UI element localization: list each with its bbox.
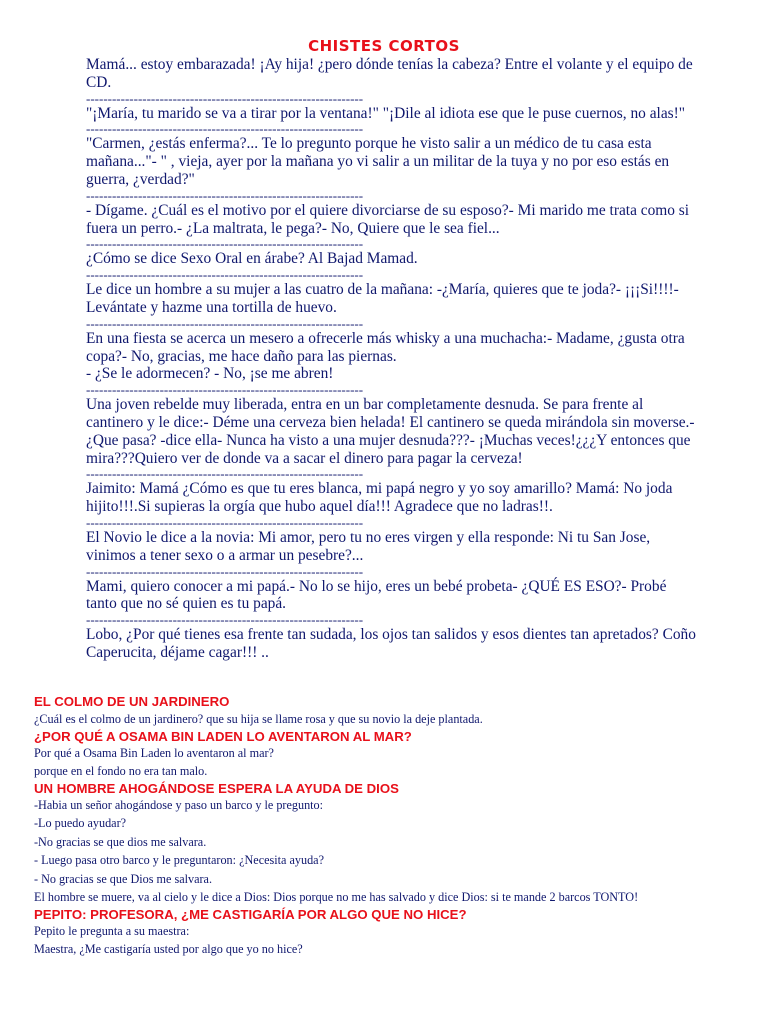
joke-line: Maestra, ¿Me castigaría usted por algo que yo no hice?: [34, 942, 303, 956]
joke-text: Lobo, ¿Por qué tienes esa frente tan sudada, los ojos tan salidos y esos dientes tan apretados? Coño Caperucita, déjame cagar!!! ..: [86, 626, 696, 661]
short-jokes-section: [34, 694, 754, 959]
joke-line: Por qué a Osama Bin Laden lo aventaron al mar?: [34, 745, 274, 760]
joke-line: porque en el fondo no era tan malo.: [34, 764, 208, 778]
joke-text: El Novio le dice a la novia: Mi amor, pero tu no eres virgen y ella responde: Ni tu San Jose, vinimos a tener sexo o a armar un pesebre?...: [86, 528, 651, 564]
joke-line: - No gracias se que Dios me salvara.: [34, 871, 213, 886]
joke-text: - Dígame. ¿Cuál es el motivo por el quiere divorciarse de su esposo?- Mi marido me trata como si fuera un perro.- ¿La maltrata, le pega?- No, Quiere que le sea fiel...: [86, 201, 690, 237]
joke-text: "¡María, tu marido se va a tirar por la ventana!" "¡Dile al idiota ese que le puse cuernos, no alas!": [86, 104, 686, 122]
joke-text: "Carmen, ¿estás enferma?... Te lo pregunto porque he visto salir a un médico de tu casa esta mañana..."- " , vieja, ayer por la mañana yo vi salir a un militar de la tuya y no por eso estás en guerra, ¿verdad?": [86, 135, 670, 188]
separator: ----------------------------------------------------------------: [86, 383, 364, 397]
section-heading: EL COLMO DE UN JARDINERO: [34, 694, 230, 709]
section-heading: UN HOMBRE AHOGÁNDOSE ESPERA LA AYUDA DE DIOS: [34, 780, 399, 796]
page-title: CHISTES CORTOS: [308, 37, 460, 55]
joke-text: Una joven rebelde muy liberada, entra en un bar completamente desnuda. Se para frente al cantinero y le dice:- Déme una cerveza bien helada! El cantinero se queda mirándola sin moverse.- ¿Que pasa? -dice ella- Nunca ha visto a una mujer desnuda???- ¡Muchas veces!¿¿¿Y entonces que mira???Quiero ver de donde va a sacar el dinero para pagar la cerveza!: [86, 396, 695, 467]
separator: ----------------------------------------------------------------: [86, 467, 364, 481]
joke-line: -No gracias se que dios me salvara.: [34, 834, 207, 849]
joke-line: -Habia un señor ahogándose y paso un barco y le pregunto:: [34, 797, 324, 812]
separator: ----------------------------------------------------------------: [86, 316, 364, 330]
separator: ----------------------------------------------------------------: [86, 91, 364, 105]
joke-text: ¿Cómo se dice Sexo Oral en árabe? Al Bajad Mamad.: [86, 250, 418, 268]
joke-line: Pepito le pregunta a su maestra:: [34, 923, 190, 938]
separator: ----------------------------------------------------------------: [86, 122, 364, 136]
separator: ----------------------------------------------------------------: [86, 268, 364, 282]
joke-line: El hombre se muere, va al cielo y le dice a Dios: Dios porque no me has salvado y dice Dios: si te mande 2 barcos TONTO!: [34, 890, 639, 904]
separator: ----------------------------------------------------------------: [86, 515, 364, 529]
separator: ----------------------------------------------------------------: [86, 237, 364, 251]
joke-text: Mamá... estoy embarazada! ¡Ay hija! ¿pero dónde tenías la cabeza? Entre el volante y el equipo de CD.: [86, 56, 693, 91]
separator: ----------------------------------------------------------------: [86, 188, 364, 202]
section-heading: PEPITO: PROFESORA, ¿ME CASTIGARÍA POR ALGO QUE NO HICE?: [34, 906, 467, 922]
joke-text: Mami, quiero conocer a mi papá.- No lo se hijo, eres un bebé probeta- ¿QUÉ ES ESO?- Probé tanto que no sé quien es tu papá.: [86, 577, 667, 613]
section-heading: ¿POR QUÉ A OSAMA BIN LADEN LO AVENTARON AL MAR?: [34, 728, 412, 744]
separator: ----------------------------------------------------------------: [86, 613, 364, 627]
joke-text: Le dice un hombre a su mujer a las cuatro de la mañana: -¿María, quieres que te joda?- ¡¡¡Si!!!!- Levántate y hazme una tortilla de huevo.: [86, 281, 679, 316]
jokes-list: [86, 56, 696, 662]
joke-line: -Lo puedo ayudar?: [34, 816, 127, 830]
joke-line: ¿Cuál es el colmo de un jardinero? que su hija se llame rosa y que su novio la deje plantada.: [34, 712, 483, 726]
joke-text: En una fiesta se acerca un mesero a ofrecerle más whisky a una muchacha:- Madame, ¿gusta otra copa?- No, gracias, me hace daño para las piernas. - ¿Se le adormecen? - No, ¡se me abren!: [86, 329, 685, 383]
separator: ----------------------------------------------------------------: [86, 564, 364, 578]
joke-line: - Luego pasa otro barco y le preguntaron: ¿Necesita ayuda?: [34, 853, 325, 867]
joke-text: Jaimito: Mamá ¿Cómo es que tu eres blanca, mi papá negro y yo soy amarillo? Mamá: No joda hijito!!!.Si supieras la orgía que hubo aquel día!!! Agradece que no ladras!!.: [86, 480, 673, 516]
